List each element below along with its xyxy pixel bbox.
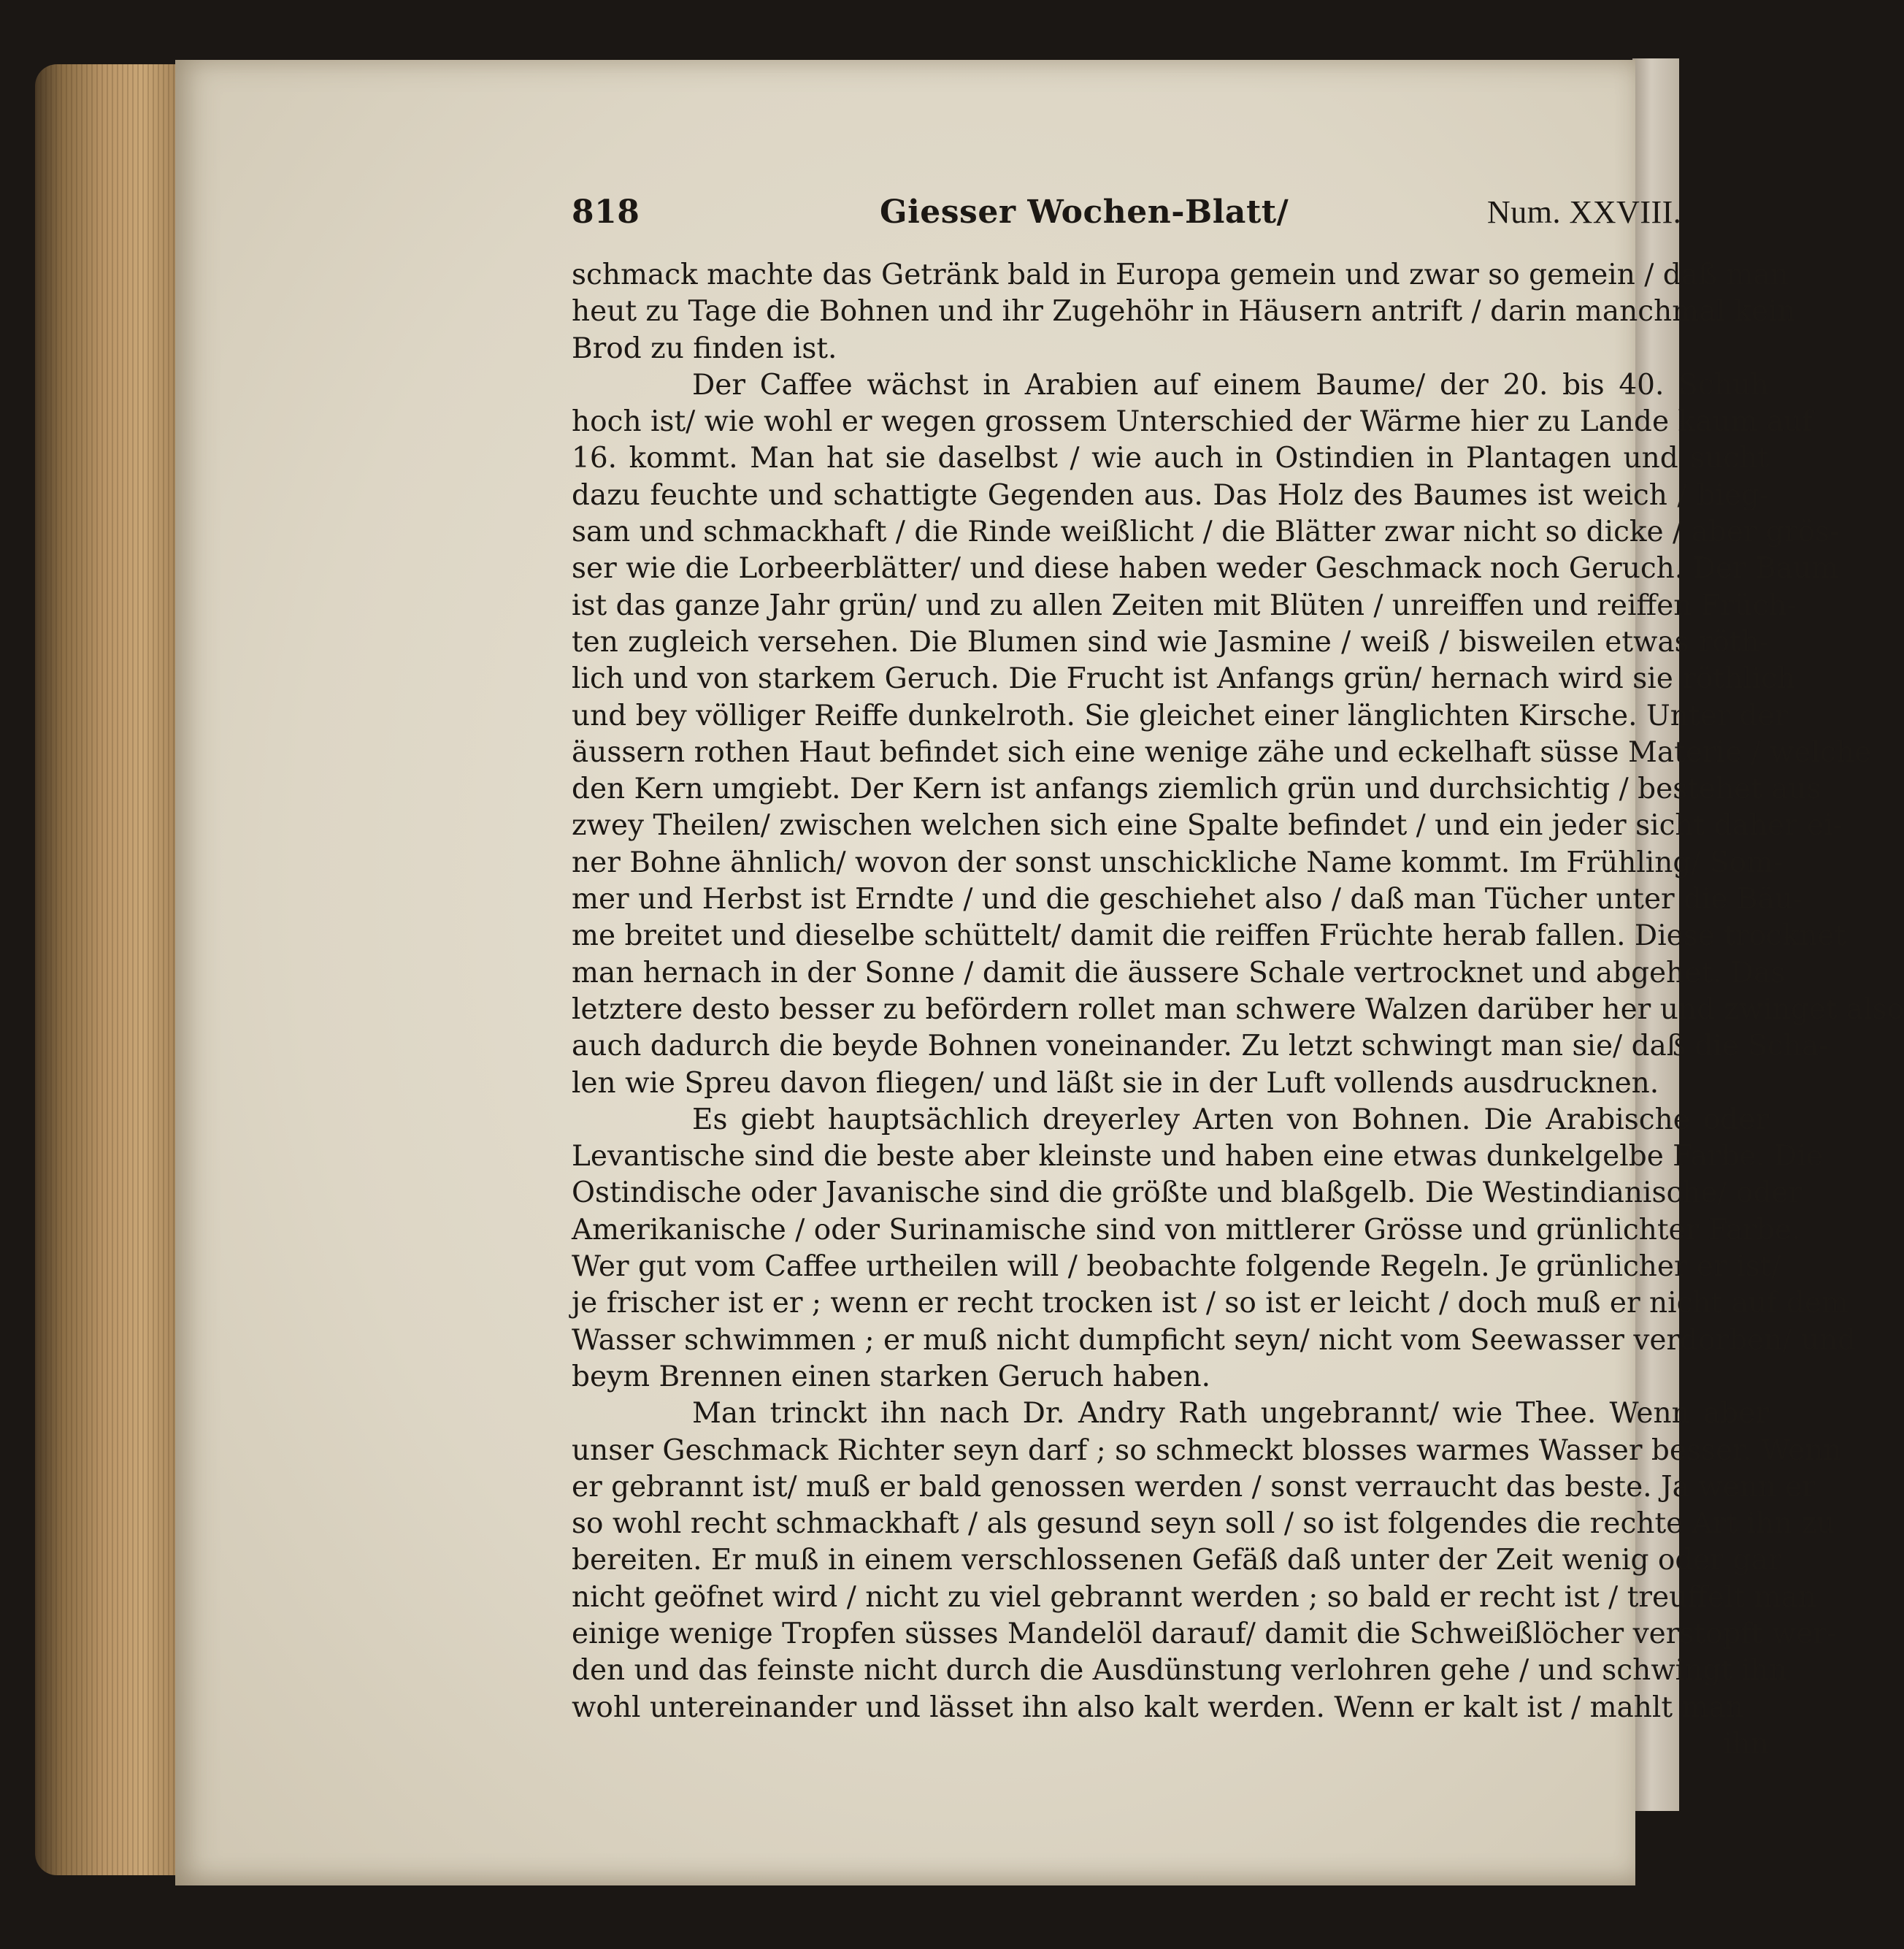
text-line: heut zu Tage die Bohnen und ihr Zugehöhr in Häusern antrift / darin manchmal kein [572,295,1796,329]
page-content [405,188,1904,1761]
text-line: Levantische sind die beste aber kleinste und haben eine etwas dunkelgelbe Farbe. Die [572,1140,1824,1173]
text-line: sam und schmackhaft / die Rinde weißlicht / die Blätter zwar nicht so dicke / aber grös- [572,516,1840,549]
text-line: schmack machte das Getränk bald in Europa gemein und zwar so gemein / daß man [572,259,1789,291]
text-line: je frischer ist er ; wenn er recht trocken ist / so ist er leicht / doch muß er nicht auf dem [572,1287,1849,1320]
text-line: me breitet und dieselbe schüttelt/ damit die reiffen Früchte herab fallen. Diese trocknet [572,919,1846,953]
running-title: Giesser Wochen-Blatt/ [880,194,1289,231]
text-line: unser Geschmack Richter seyn darf ; so schmeckt blosses warmes Wasser besser. Wenn [572,1433,1842,1467]
text-line: Man trinckt ihn nach Dr. Andry Rath ungebrannt/ wie Thee. Wenn aber [692,1397,1769,1431]
text-line: Wasser schwimmen ; er muß nicht dumpficht seyn/ nicht vom Seewasser verdorben/ und [572,1323,1857,1357]
page-number: 818 [572,194,640,231]
paragraph [572,1102,1857,1395]
text-line: einige wenige Tropfen süsses Mandelöl darauf/ damit die Schweißlöcher verstopft wer- [572,1617,1837,1650]
text-line: letztere desto besser zu befördern rollet man schwere Walzen darüber her und zwinget also [572,992,1904,1026]
running-header [405,188,1770,239]
text-line: wohl untereinander und lässet ihn also kalt werden. Wenn er kalt ist / mahlt man [572,1690,1744,1724]
text-line: ten zugleich versehen. Die Blumen sind wie Jasmine / weiß / bisweilen etwas röth- [572,625,1769,659]
text-line: ser wie die Lorbeerblätter/ und diese haben weder Geschmack noch Geruch. Der Baum [572,552,1838,586]
text-line: Der Caffee wächst in Arabien auf einem Baume/ der 20. bis 40. Schuh [692,368,1769,402]
text-line: Wer gut vom Caffee urtheilen will / beobachte folgende Regeln. Je grünlicher er ist/ [572,1250,1781,1284]
text-line: dazu feuchte und schattigte Gegenden aus. Das Holz des Baumes ist weich / bieg- [572,478,1769,512]
page-stack-edge [35,64,188,1875]
text-line: Ostindische oder Javanische sind die größte und blaßgelb. Die Westindianische/ oder [572,1176,1803,1210]
text-line: lich und von starkem Geruch. Die Frucht ist Anfangs grün/ hernach wird sie röthlich [572,662,1796,696]
text-line: len wie Spreu davon fliegen/ und läßt sie in der Luft vollends ausdrucknen. [572,1066,1659,1100]
paragraph [572,1395,1842,1726]
text-line: den Kern umgiebt. Der Kern ist anfangs ziemlich grün und durchsichtig / bestehet aus [572,773,1822,806]
text-line: man hernach in der Sonne / damit die äussere Schale vertrocknet und abgehet. Das [572,956,1786,989]
text-line: so wohl recht schmackhaft / als gesund seyn soll / so ist folgendes die rechte Art ihn zu [572,1507,1835,1541]
text-line: ist das ganze Jahr grün/ und zu allen Zeiten mit Blüten / unreiffen und reiffen Früch- [572,589,1797,622]
catchword: ihn [1723,1727,1769,1761]
body-text [572,257,1904,1763]
text-line: Amerikanische / oder Surinamische sind von mittlerer Grösse und grünlichter Farbe. [572,1213,1801,1247]
text-line: und bey völliger Reiffe dunkelroth. Sie gleichet einer länglichten Kirsche. Unter der [572,699,1789,732]
text-line: er gebrannt ist/ muß er bald genossen werden / sonst verraucht das beste. Ja wenn er [572,1470,1816,1504]
text-line: hoch ist/ wie wohl er wegen grossem Unterschied der Wärme hier zu Lande kaum auf [572,405,1813,439]
text-line: zwey Theilen/ zwischen welchen sich eine Spalte befindet / und ein jeder sicht daher ei- [572,809,1843,843]
text-line: beym Brennen einen starken Geruch haben. [572,1360,1211,1393]
text-line: nicht geöfnet wird / nicht zu viel gebrannt werden ; so bald er recht ist / treuffelt man [572,1580,1816,1614]
text-line: Es giebt hauptsächlich dreyerley Arten von Bohnen. Die Arabische oder [692,1103,1769,1136]
text-line: den und das feinste nicht durch die Ausdünstung verlohren gehe / und schwingt ihn [572,1654,1787,1688]
text-line: mer und Herbst ist Erndte / und die geschiehet also / daß man Tücher unter die Bäu- [572,883,1803,916]
text-line: 16. kommt. Man hat sie daselbst / wie auch in Ostindien in Plantagen und sucht [572,442,1769,475]
text-line: ner Bohne ähnlich/ wovon der sonst unschickliche Name kommt. Im Frühling/ Som- [572,846,1784,879]
text-line: auch dadurch die beyde Bohnen voneinander. Zu letzt schwingt man sie/ daß die Scha- [572,1030,1829,1063]
paragraph [572,367,1904,1102]
paragraph [572,257,1796,367]
issue-number: Num. XXVIII. [1487,194,1682,230]
text-line: bereiten. Er muß in einem verschlossenen Gefäß daß unter der Zeit wenig oder gar [572,1544,1782,1577]
text-line: Brod zu finden ist. [572,332,837,365]
text-line: äussern rothen Haut befindet sich eine wenige zähe und eckelhaft süsse Materie / welche [572,735,1872,769]
book-page [175,60,1904,1885]
